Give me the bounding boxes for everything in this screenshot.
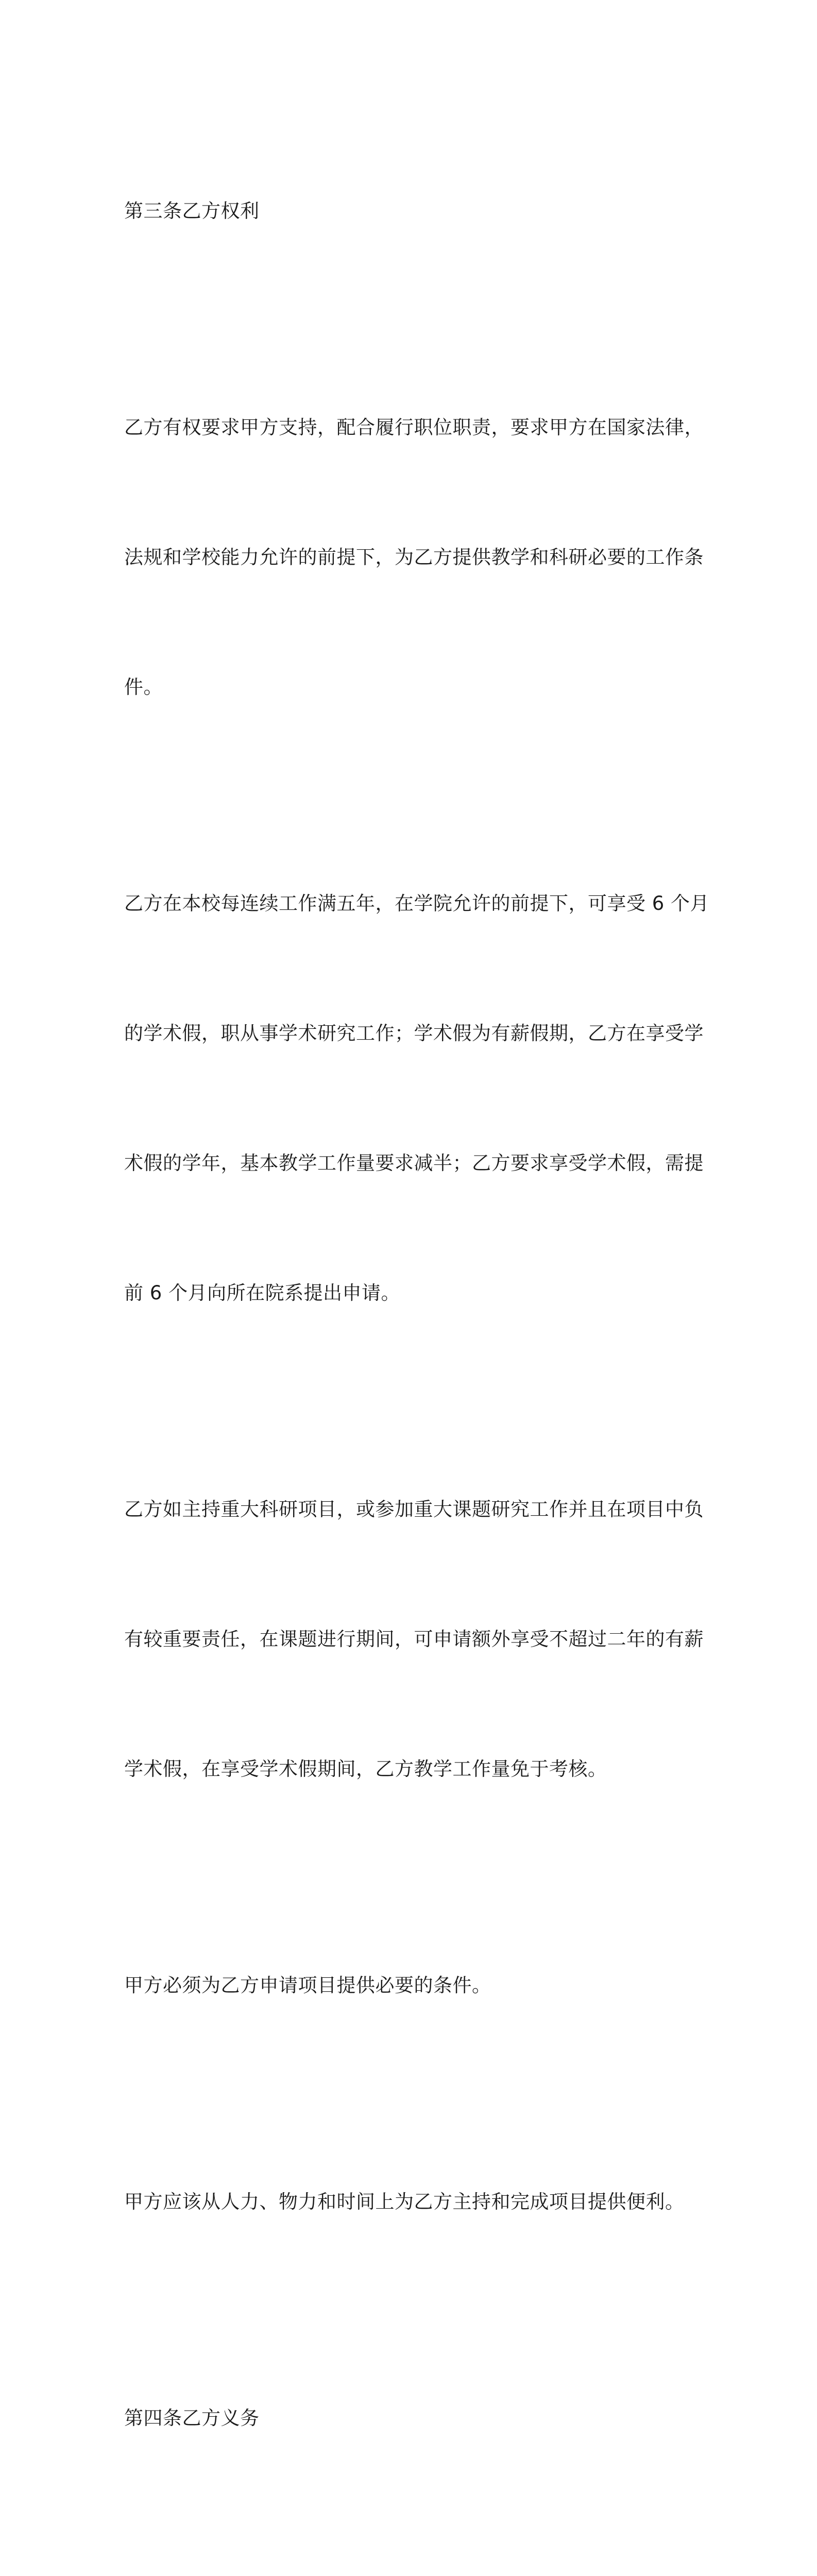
text-line: 乙方在本校每连续工作满五年，在学院允许的前提下，可享受 6 个月 — [124, 892, 710, 914]
text-line: 有较重要责任，在课题进行期间，可申请额外享受不超过二年的有薪 — [124, 1628, 704, 1650]
paragraph — [124, 1877, 701, 2094]
text-line: 第四条乙方义务 — [124, 2407, 260, 2429]
text-line: 的学术假，职从事学术研究工作；学术假为有薪假期，乙方在享受学 — [124, 1022, 704, 1044]
paragraph — [124, 319, 704, 795]
paragraph — [124, 2094, 701, 2310]
text-line: 甲方应该从人力、物力和时间上为乙方主持和完成项目提供便利。 — [124, 2191, 685, 2213]
text-line: 乙方如主持重大科研项目，或参加重大课题研究工作并且在项目中负 — [124, 1498, 704, 1520]
paragraph — [124, 795, 710, 1401]
document-body — [124, 103, 710, 2576]
text-line: 法规和学校能力允许的前提下，为乙方提供教学和科研必要的工作条 — [124, 546, 704, 568]
text-line: 件。 — [124, 676, 163, 698]
text-line: 甲方必须为乙方申请项目提供必要的条件。 — [124, 1974, 491, 1996]
text-line: 第三条乙方权利 — [124, 200, 260, 222]
text-line: 前 6 个月向所在院系提出申请。 — [124, 1282, 401, 1304]
text-line: 术假的学年，基本教学工作量要求减半；乙方要求享受学术假，需提 — [124, 1152, 704, 1174]
section-heading-obligations — [124, 2310, 701, 2527]
text-line: 乙方有权要求甲方支持，配合履行职位职责，要求甲方在国家法律， — [124, 416, 704, 438]
section-heading-rights — [124, 103, 701, 319]
paragraph — [124, 1401, 704, 1877]
text-line: 学术假，在享受学术假期间，乙方教学工作量免于考核。 — [124, 1758, 607, 1780]
paragraph — [124, 2527, 701, 2576]
